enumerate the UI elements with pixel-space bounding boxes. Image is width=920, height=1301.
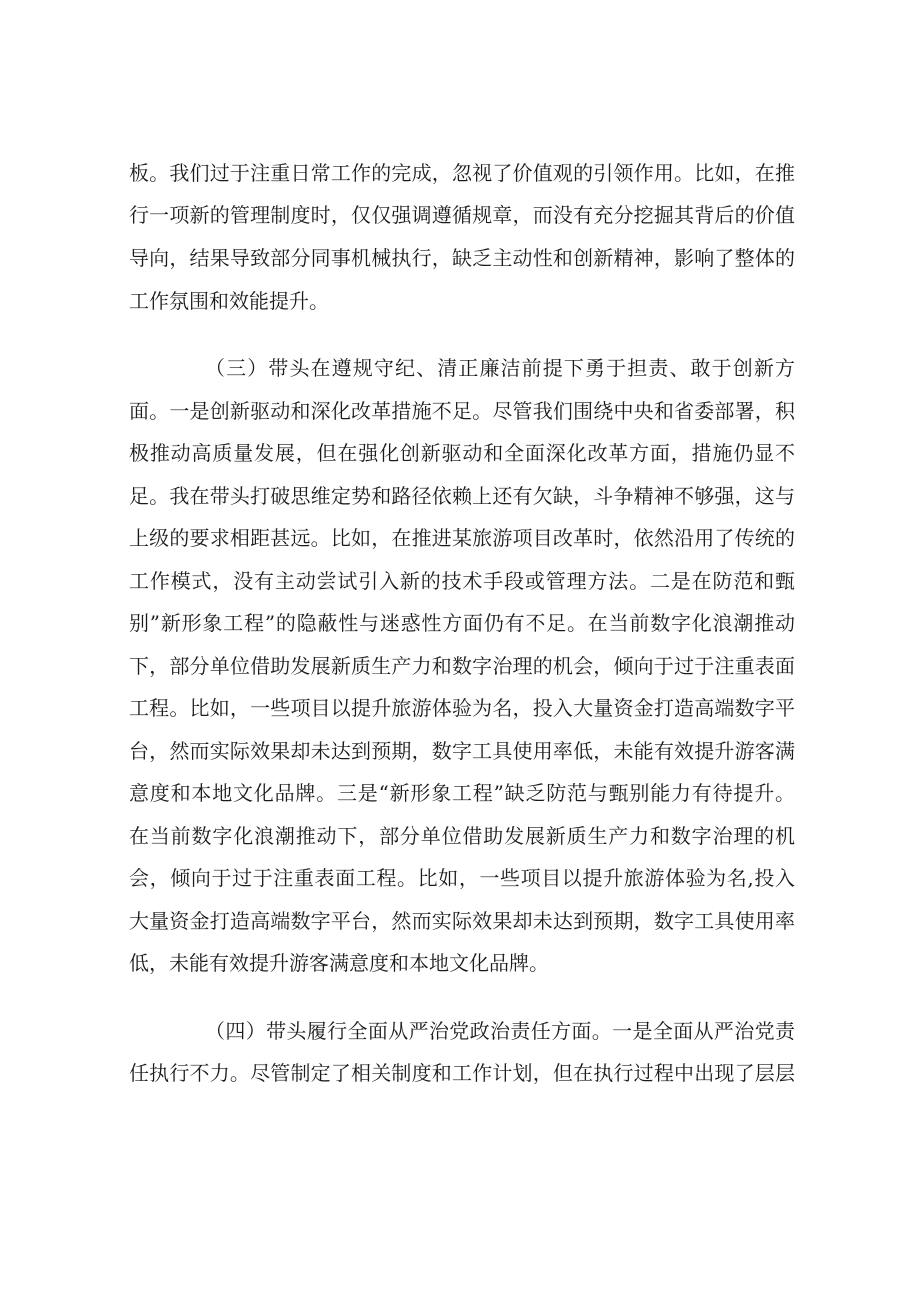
section-heading-line: （三）带头在遵规守纪、清正廉洁前提下勇于担责、敢于创新方: [205, 356, 795, 380]
paragraph-line: 大量资金打造高端数字平台，然而实际效果却未达到预期，数字工具使用率: [129, 909, 795, 933]
paragraph-line: 台，然而实际效果却未达到预期，数字工具使用率低，未能有效提升游客满: [129, 739, 795, 763]
paragraph-line: 别”新形象工程”的隐蔽性与迷惑性方面仍有不足。在当前数字化浪潮推动: [129, 611, 795, 635]
paragraph-line: 任执行不力。尽管制定了相关制度和工作计划，但在执行过程中出现了层层: [129, 1061, 795, 1085]
paragraph-line: 极推动高质量发展，但在强化创新驱动和全面深化改革方面，措施仍显不: [129, 441, 795, 465]
paragraph-line: 低，未能有效提升游客满意度和本地文化品牌。: [129, 951, 549, 975]
paragraph-line: 会，倾向于过于注重表面工程。比如，一些项目以提升旅游体验为名,投入: [129, 866, 795, 890]
paragraph-line: 下，部分单位借助发展新质生产力和数字治理的机会，倾向于过于注重表面: [129, 654, 795, 678]
paragraph-line: 行一项新的管理制度时，仅仅强调遵循规章，而没有充分挖掘其背后的价值: [129, 203, 795, 227]
paragraph-line: 足。我在带头打破思维定势和路径依赖上还有欠缺，斗争精神不够强，这与: [129, 484, 795, 508]
paragraph-line: 工作氛围和效能提升。: [129, 289, 329, 313]
paragraph-line: 工作模式，没有主动尝试引入新的技术手段或管理方法。二是在防范和甄: [129, 569, 795, 593]
paragraph-line: 板。我们过于注重日常工作的完成，忽视了价值观的引领作用。比如，在推: [129, 161, 795, 185]
paragraph-line: 意度和本地文化品牌。三是“新形象工程”缺乏防范与甄别能力有待提升。: [129, 781, 795, 805]
paragraph-line: 面。一是创新驱动和深化改革措施不足。尽管我们围绕中央和省委部署，积: [129, 399, 795, 423]
paragraph-line: 上级的要求相距甚远。比如，在推进某旅游项目改革时，依然沿用了传统的: [129, 526, 795, 550]
section-heading-line: （四）带头履行全面从严治党政治责任方面。一是全面从严治党责: [205, 1019, 795, 1043]
paragraph-line: 工程。比如，一些项目以提升旅游体验为名，投入大量资金打造高端数字平: [129, 696, 795, 720]
paragraph-line: 在当前数字化浪潮推动下，部分单位借助发展新质生产力和数字治理的机: [129, 824, 795, 848]
paragraph-line: 导向，结果导致部分同事机械执行，缺乏主动性和创新精神，影响了整体的: [129, 246, 795, 270]
